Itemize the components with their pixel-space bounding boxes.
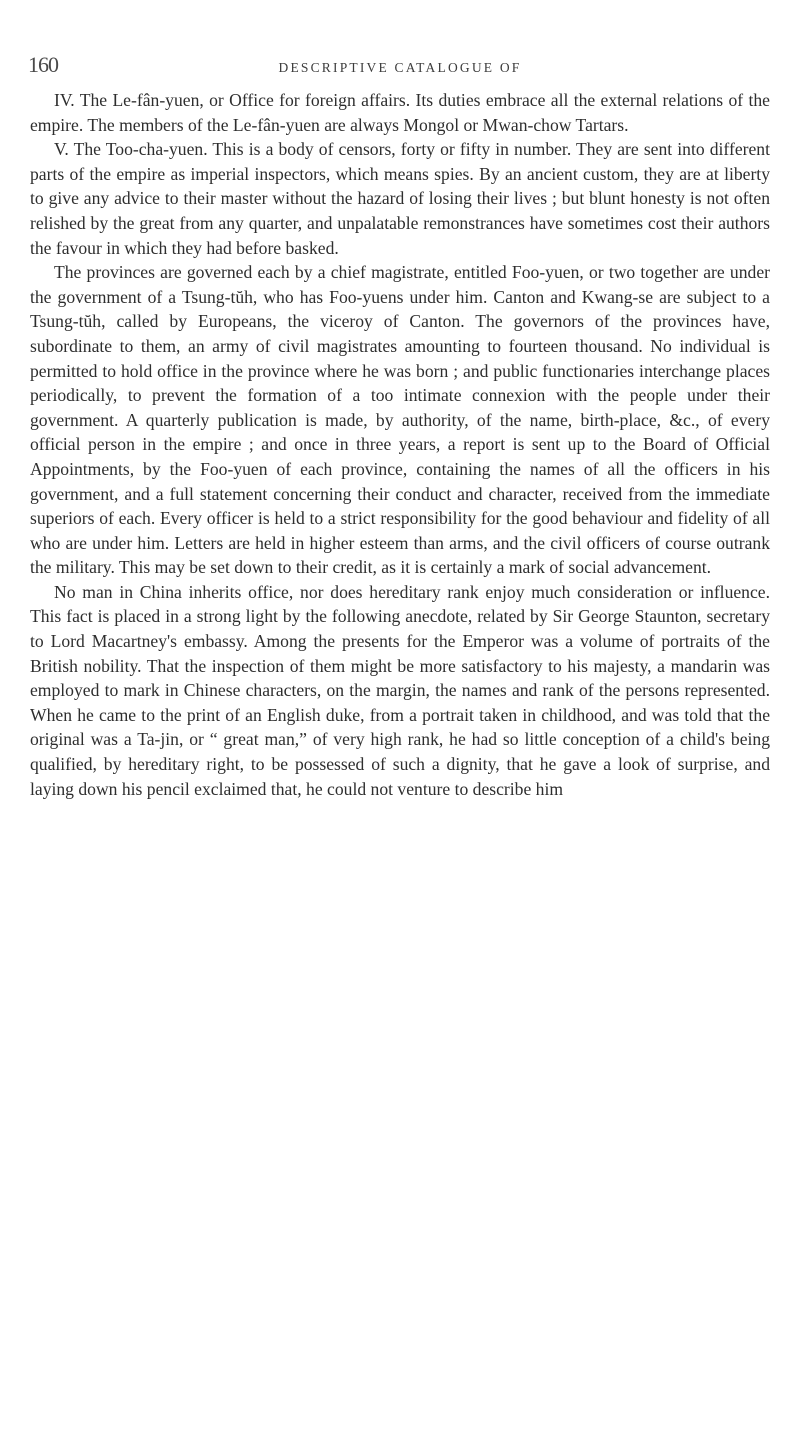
page-number: 160 (28, 52, 58, 77)
paragraph-censors: V. The Too-cha-yuen. This is a body of censors, forty or fifty in number. They are sent into different parts of the empire as imperial inspectors, which means spies. By an ancient custom, they are at liberty to give any advice to their master without the hazard of losing their lives ; but blunt honesty is not often relished by the great from any quarter, and unpalatable remonstrances have sometimes cost their authors the favour in which they had before basked. (30, 139, 770, 258)
paragraph-office-foreign-affairs: IV. The Le-fân-yuen, or Office for foreign affairs. Its duties embrace all the external relations of the empire. The members of the Le-fân-yuen are always Mongol or Mwan-chow Tartars. (30, 90, 770, 135)
page-header (28, 52, 772, 82)
paragraph-hereditary-rank: No man in China inherits office, nor does hereditary rank enjoy much consideration or influence. This fact is placed in a strong light by the following anecdote, related by Sir George Staunton, secretary to Lord Macartney's embassy. Among the presents for the Emperor was a volume of portraits of the British nobility. That the inspection of them might be more satisfactory to his majesty, a mandarin was employed to mark in Chinese characters, on the margin, the names and rank of the persons represented. When he came to the print of an English duke, from a portrait taken in childhood, and was told that the original was a Ta-jin, or “ great man,” of very high rank, he had so little conception of a child's being qualified, by hereditary right, to be possessed of such a dignity, that he gave a look of surprise, and laying down his pencil exclaimed that, he could not venture to describe him (30, 581, 770, 799)
paragraph-provinces: The provinces are governed each by a chief magistrate, entitled Foo-yuen, or two together are under the government of a Tsung-tŭh, who has Foo-yuens under him. Canton and Kwang-se are subject to a Tsung-tŭh, called by Europeans, the viceroy of Canton. The governors of the provinces have, subordinate to them, an army of civil magistrates amounting to fourteen thousand. No individual is permitted to hold office in the province where he was born ; and public functionaries interchange places periodically, to prevent the formation of a too intimate connexion with the people under their government. A quarterly publication is made, by authority, of the name, birth-place, &c., of every official person in the empire ; and once in three years, a report is sent up to the Board of Official Appointments, by the Foo-yuen of each province, containing the names of all the officers in his government, and a full statement concerning their conduct and character, received from the immediate superiors of each. Every officer is held to a strict responsibility for the good behaviour and fidelity of all who are under him. Letters are held in higher esteem than arms, and the civil officers of course outrank the military. This may be set down to their credit, as it is certainly a mark of social advancement. (30, 262, 770, 578)
body-text (30, 88, 770, 801)
running-head: DESCRIPTIVE CATALOGUE OF (278, 60, 522, 75)
